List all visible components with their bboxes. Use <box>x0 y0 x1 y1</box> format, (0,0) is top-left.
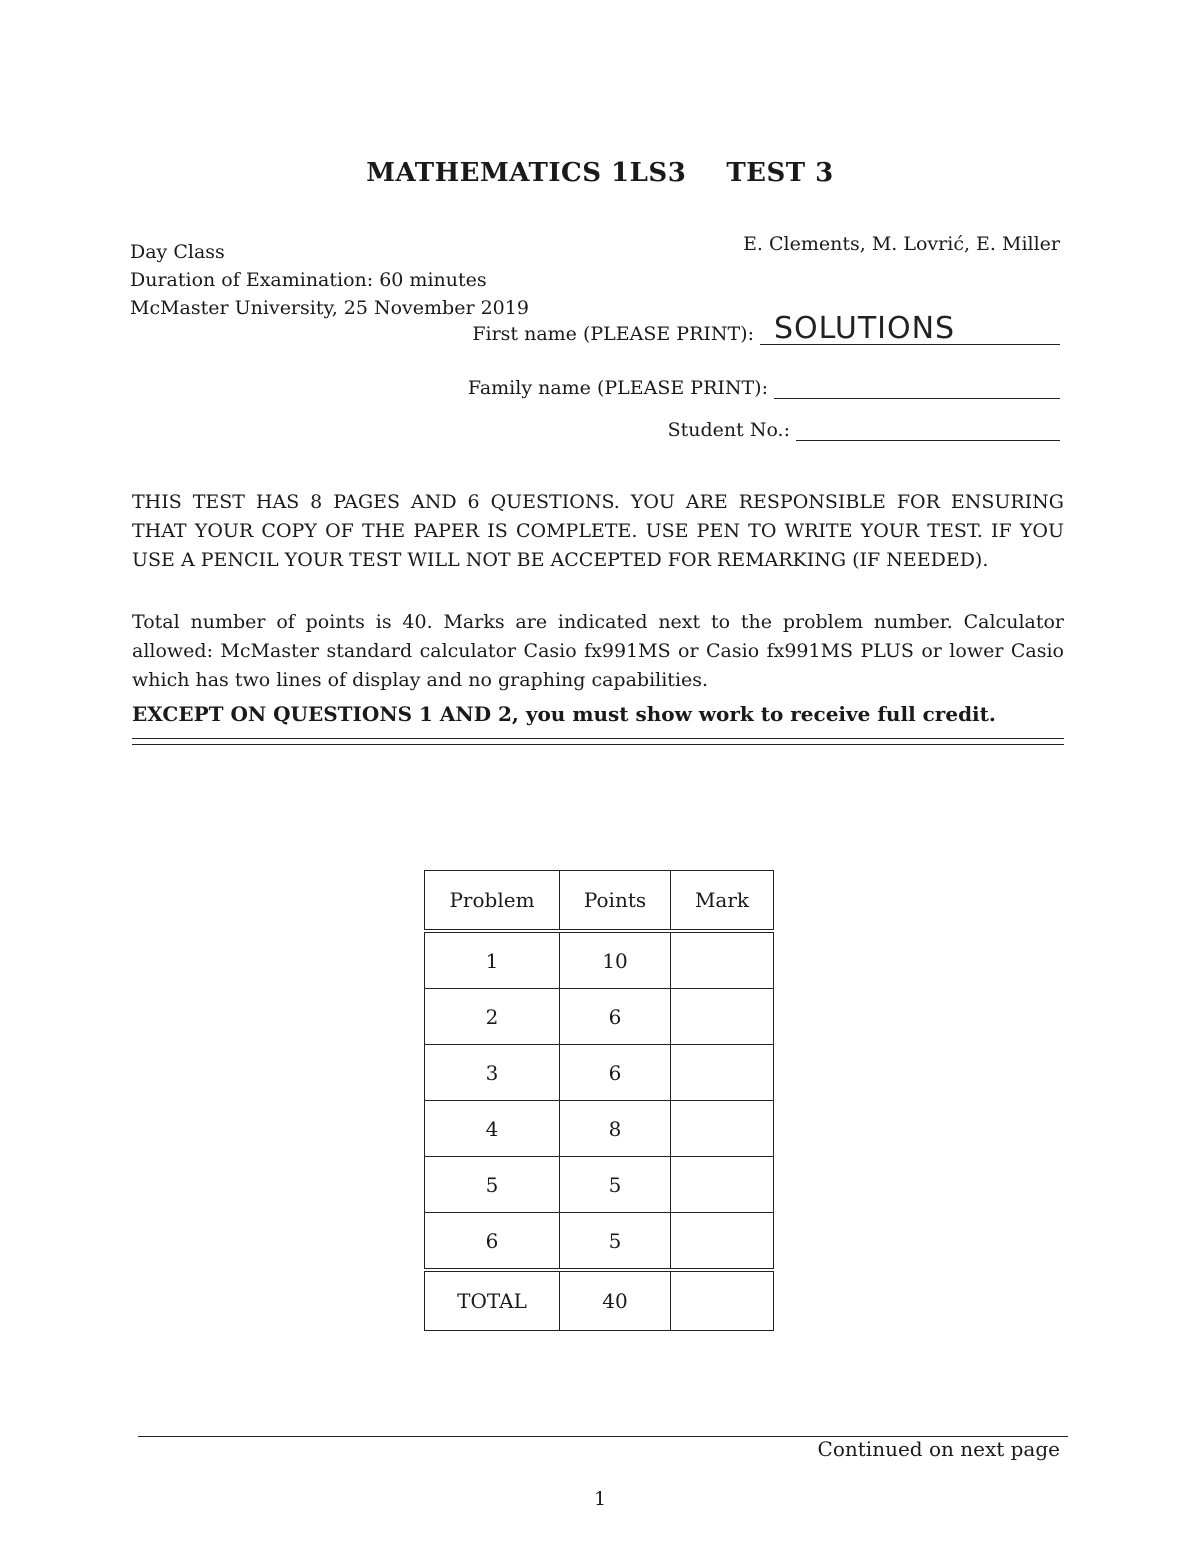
divider-top <box>132 738 1064 739</box>
show-work-warning: EXCEPT ON QUESTIONS 1 AND 2, you must show work to receive full credit. <box>132 702 996 726</box>
student-number-line[interactable] <box>796 418 1060 441</box>
institution-date: McMaster University, 25 November 2019 <box>130 297 529 319</box>
total-points-cell: 40 <box>560 1270 671 1331</box>
points-cell: 5 <box>560 1157 671 1213</box>
test-notice: THIS TEST HAS 8 PAGES AND 6 QUESTIONS. YOU ARE RESPONSIBLE FOR ENSURING THAT YOUR COPY OF THE PAPER IS COMPLETE. USE PEN TO WRITE YOUR TEST. IF YOU USE A PENCIL YOUR TEST WILL NOT BE ACCEPTED FOR REMARKING (IF NEEDED). <box>132 491 1064 571</box>
total-mark-cell[interactable] <box>671 1270 774 1331</box>
page-number: 1 <box>593 1488 607 1510</box>
problem-cell: 6 <box>425 1213 560 1271</box>
family-name-label: Family name (PLEASE PRINT): <box>467 377 768 399</box>
header-points: Points <box>560 871 671 932</box>
problem-cell: 2 <box>425 989 560 1045</box>
student-number-field[interactable] <box>668 418 1060 441</box>
mark-cell[interactable] <box>671 989 774 1045</box>
table-row <box>425 1213 774 1271</box>
course-name: MATHEMATICS 1LS3 <box>366 158 687 188</box>
marks-table <box>424 870 774 1331</box>
student-number-label: Student No.: <box>667 419 790 441</box>
problem-cell: 3 <box>425 1045 560 1101</box>
first-name-value: SOLUTIONS <box>774 311 956 346</box>
exam-duration: Duration of Examination: 60 minutes <box>130 269 487 291</box>
table-total-row <box>425 1270 774 1331</box>
first-name-field[interactable] <box>472 311 1060 346</box>
mark-cell[interactable] <box>671 1213 774 1271</box>
mark-cell[interactable] <box>671 1101 774 1157</box>
mark-cell[interactable] <box>671 1157 774 1213</box>
problem-cell: 5 <box>425 1157 560 1213</box>
problem-cell: 1 <box>425 931 560 989</box>
table-row <box>425 1045 774 1101</box>
family-name-line[interactable] <box>774 376 1060 399</box>
continued-note: Continued on next page <box>817 1437 1060 1461</box>
points-cell: 6 <box>560 989 671 1045</box>
mark-cell[interactable] <box>671 931 774 989</box>
total-label-cell: TOTAL <box>425 1270 560 1331</box>
points-cell: 6 <box>560 1045 671 1101</box>
points-calculator-info: Total number of points is 40. Marks are indicated next to the problem number. Calculator allowed: McMaster standard calculator Casio fx991MS or Casio fx991MS PLUS or lower Casio which has two lines of display and no graphing capabilities. <box>132 611 1064 691</box>
points-cell: 10 <box>560 931 671 989</box>
problem-cell: 4 <box>425 1101 560 1157</box>
table-row <box>425 989 774 1045</box>
points-cell: 8 <box>560 1101 671 1157</box>
instructors: E. Clements, M. Lovrić, E. Miller <box>743 233 1060 255</box>
table-row <box>425 931 774 989</box>
exam-title <box>0 158 1200 188</box>
divider-bottom <box>132 744 1064 745</box>
table-row <box>425 1101 774 1157</box>
points-cell: 5 <box>560 1213 671 1271</box>
test-name: TEST 3 <box>726 158 834 188</box>
first-name-label: First name (PLEASE PRINT): <box>472 323 754 345</box>
table-row <box>425 1157 774 1213</box>
header-mark: Mark <box>671 871 774 932</box>
header-problem: Problem <box>425 871 560 932</box>
class-type: Day Class <box>130 241 225 263</box>
exam-meta <box>130 238 529 322</box>
first-name-line[interactable] <box>760 311 1060 346</box>
mark-cell[interactable] <box>671 1045 774 1101</box>
family-name-field[interactable] <box>468 376 1060 399</box>
table-header-row <box>425 871 774 932</box>
